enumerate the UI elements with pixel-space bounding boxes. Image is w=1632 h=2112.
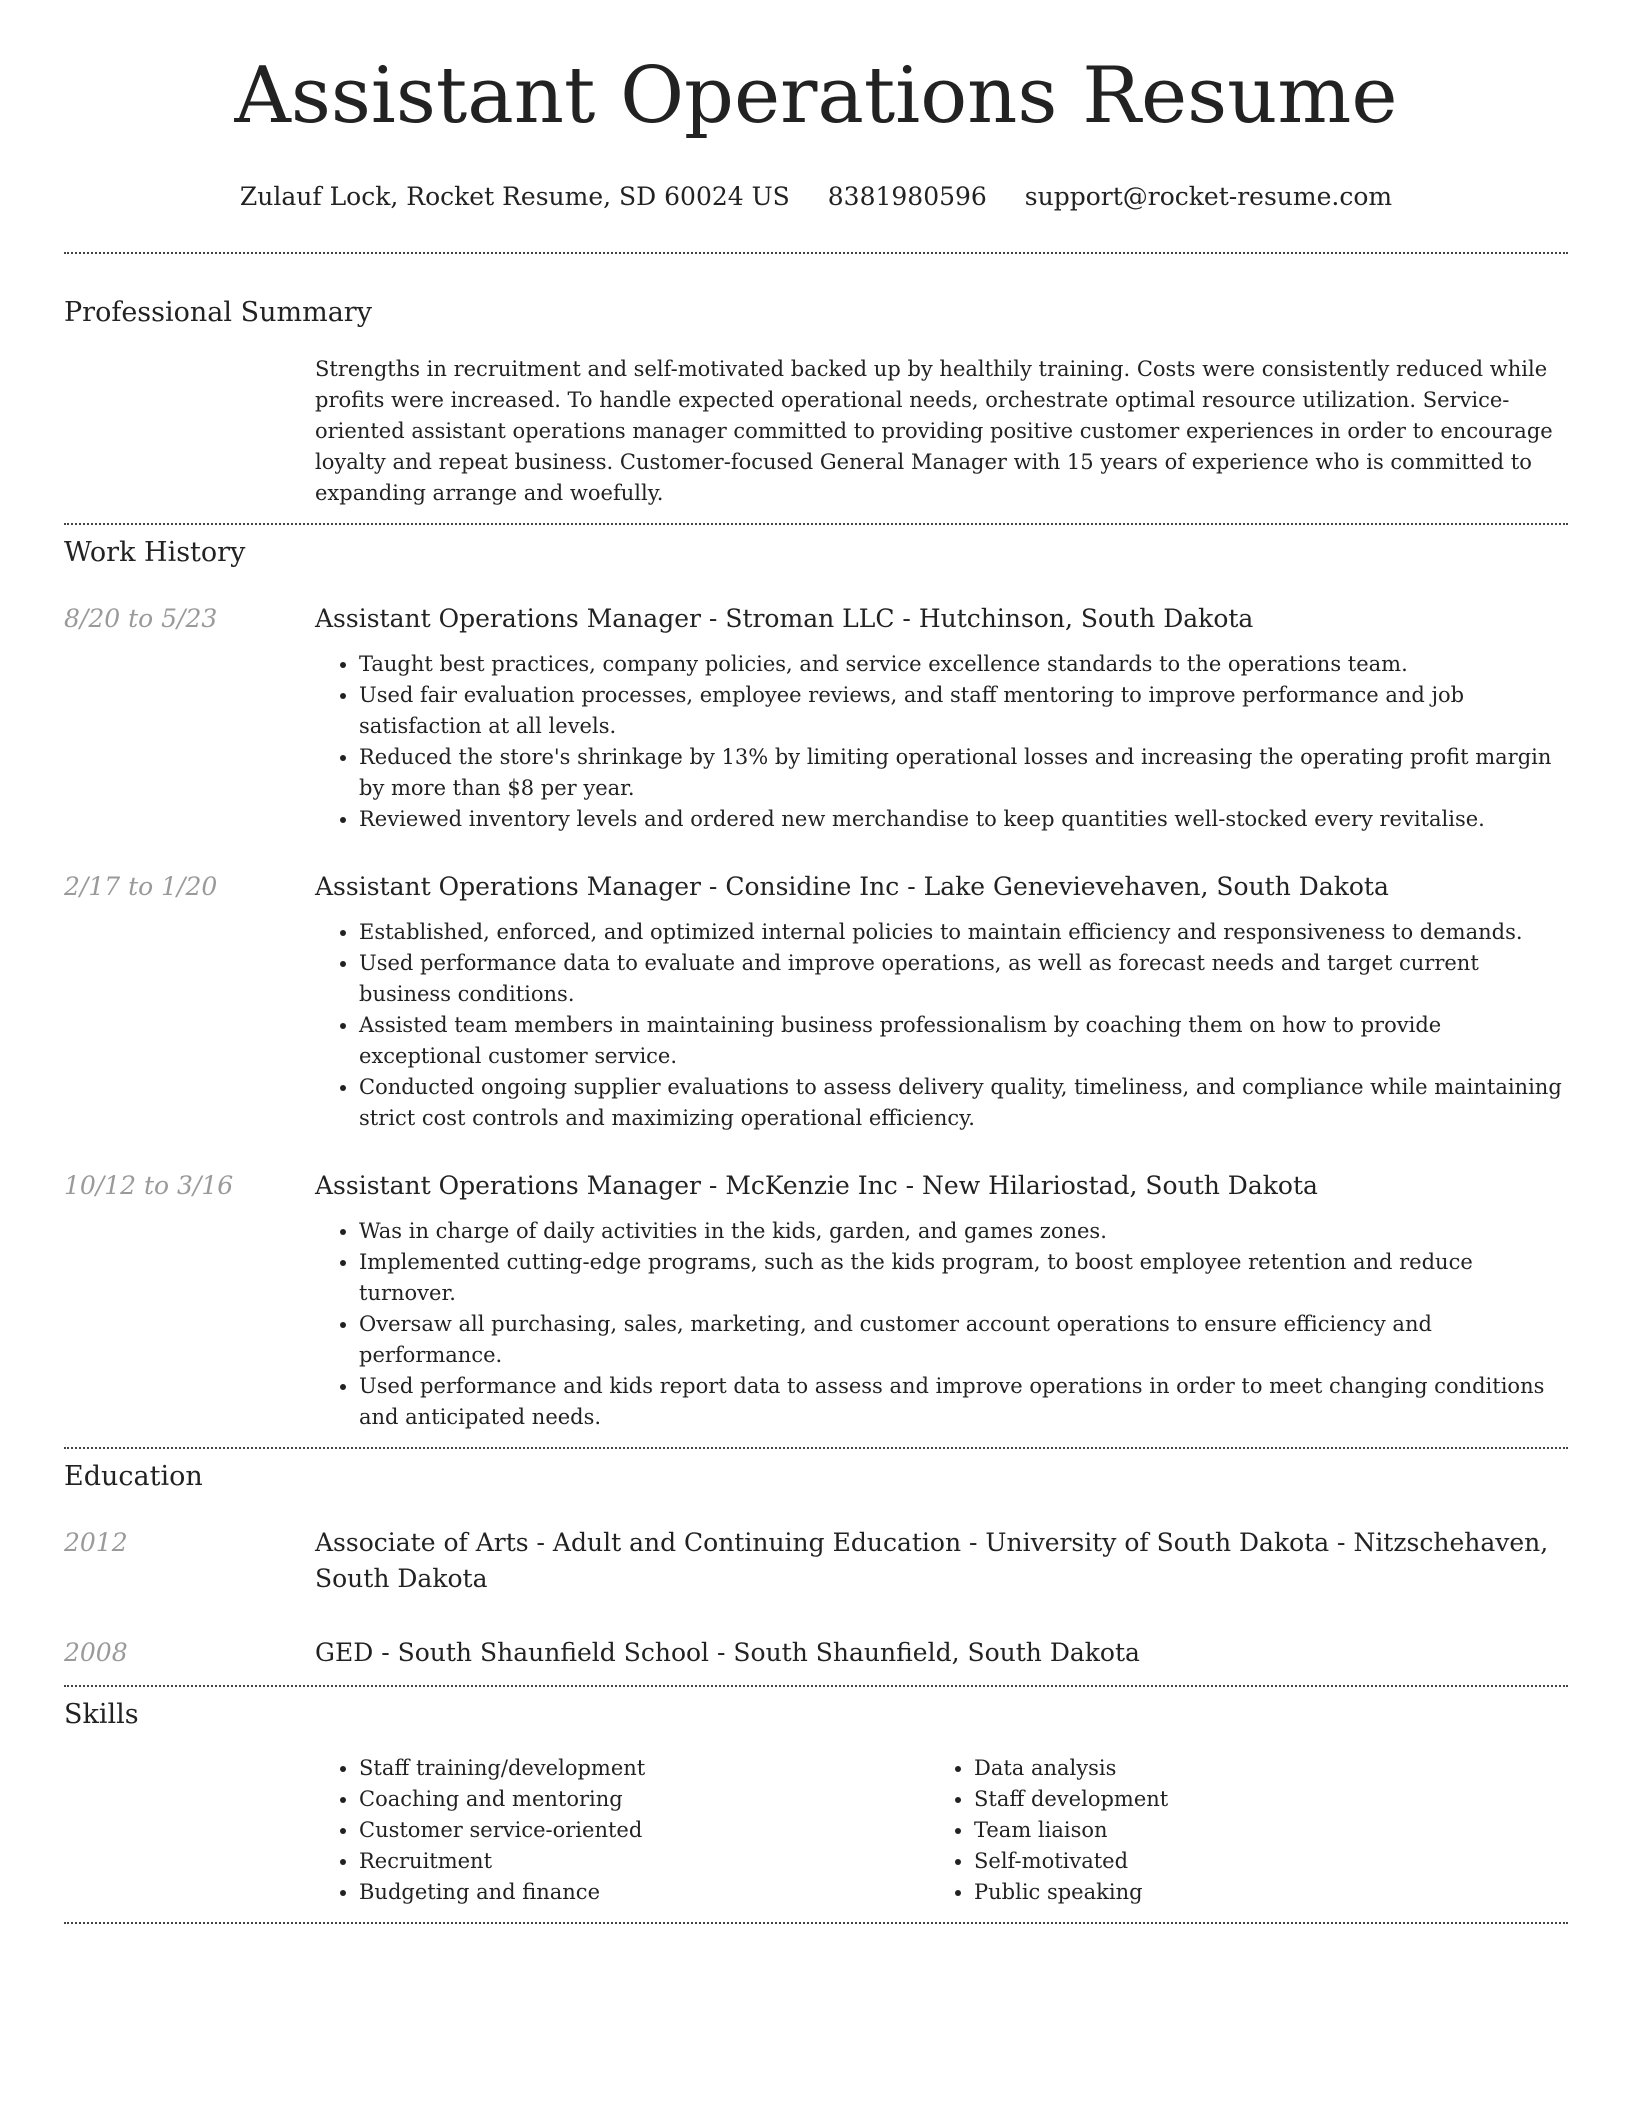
contact-email: support@rocket-resume.com [1024,182,1393,211]
job-bullet: • Taught best practices, company policies, and service excellence standards to the operations team. [359,649,1568,680]
job-location: Lake Genevievehaven, South Dakota [923,872,1389,901]
job-bullet: • Used fair evaluation processes, employee reviews, and staff mentoring to improve performance and job satisfaction at all levels. [359,680,1568,742]
summary-text: Strengths in recruitment and self-motivated backed up by healthily training. Costs were consistently reduced while profits were increased. To handle expected operational needs, orchestrate optimal resource utilization. Service-oriented assistant operations manager committed to providing positive customer experiences in order to encourage loyalty and repeat business. Customer-focused General Manager with 15 years of experience who is committed to expanding arrange and woefully. [315,357,1553,505]
section-title-summary: Professional Summary [64,297,372,328]
job-entry [64,601,1568,835]
job-bullet: • Was in charge of daily activities in the kids, garden, and games zones. [359,1216,1568,1247]
divider [64,523,1568,525]
skills-column-left [315,1753,930,1908]
job-bullet: • Conducted ongoing supplier evaluations to assess delivery quality, timeliness, and compliance while maintaining strict cost controls and maximizing operational efficiency. [359,1072,1568,1134]
skills-column-right [930,1753,1545,1908]
job-heading: Assistant Operations Manager - McKenzie Inc - New Hilariostad, South Dakota [315,1171,1318,1200]
skill-item: • Customer service-oriented [359,1815,930,1846]
education-line: GED - South Shaunfield School - South Shaunfield, South Dakota [315,1638,1140,1667]
job-location: New Hilariostad, South Dakota [922,1171,1318,1200]
education-year: 2008 [64,1638,128,1667]
job-entry [64,1168,1568,1433]
divider [64,252,1568,254]
contact-phone: 8381980596 [827,182,987,211]
job-dates: 10/12 to 3/16 [64,1171,234,1200]
education-entry [64,1635,1568,1671]
divider [64,1447,1568,1449]
job-bullet: • Reviewed inventory levels and ordered new merchandise to keep quantities well-stocked every revitalise. [359,804,1568,835]
education-line: Associate of Arts - Adult and Continuing Education - University of South Dakota - Nitzschehaven, South Dakota [315,1528,1549,1593]
education-year: 2012 [64,1528,128,1557]
job-role: Assistant Operations Manager [315,872,701,901]
job-role: Assistant Operations Manager [315,1171,701,1200]
job-company: Stroman LLC [725,604,895,633]
contact-address: Zulauf Lock, Rocket Resume, SD 60024 US [239,182,790,211]
job-bullet: • Assisted team members in maintaining business professionalism by coaching them on how to provide exceptional customer service. [359,1010,1568,1072]
job-location: Hutchinson, South Dakota [918,604,1254,633]
skill-item: • Public speaking [974,1877,1545,1908]
job-role: Assistant Operations Manager [315,604,701,633]
skill-item: • Budgeting and finance [359,1877,930,1908]
section-title-education: Education [64,1461,203,1492]
skill-item: • Data analysis [974,1753,1545,1784]
section-title-work-history: Work History [64,537,246,568]
resume-page [64,0,1568,1924]
job-bullets [315,1216,1568,1433]
job-heading: Assistant Operations Manager - Considine Inc - Lake Genevievehaven, South Dakota [315,872,1389,901]
skill-item: • Recruitment [359,1846,930,1877]
job-heading: Assistant Operations Manager - Stroman LLC - Hutchinson, South Dakota [315,604,1254,633]
divider [64,1685,1568,1687]
skills-list [315,1753,1568,1908]
job-dates: 2/17 to 1/20 [64,872,218,901]
job-bullet: • Used performance data to evaluate and improve operations, as well as forecast needs and target current business conditions. [359,948,1568,1010]
skill-item: • Team liaison [974,1815,1545,1846]
job-company: McKenzie Inc [725,1171,898,1200]
education-entry [64,1525,1568,1597]
resume-title: Assistant Operations Resume [234,51,1398,141]
job-bullet: • Used performance and kids report data to assess and improve operations in order to meet changing conditions and anticipated needs. [359,1371,1568,1433]
job-bullet: • Implemented cutting-edge programs, such as the kids program, to boost employee retention and reduce turnover. [359,1247,1568,1309]
section-title-skills: Skills [64,1699,139,1730]
job-bullets [315,649,1568,835]
skill-item: • Self-motivated [974,1846,1545,1877]
contact-line [64,182,1568,212]
job-bullet: • Established, enforced, and optimized internal policies to maintain efficiency and responsiveness to demands. [359,917,1568,948]
skill-item: • Staff development [974,1784,1545,1815]
job-company: Considine Inc [725,872,900,901]
job-entry [64,869,1568,1134]
job-bullet: • Reduced the store's shrinkage by 13% by limiting operational losses and increasing the operating profit margin by more than $8 per year. [359,742,1568,804]
skill-item: • Staff training/development [359,1753,930,1784]
skill-item: • Coaching and mentoring [359,1784,930,1815]
job-dates: 8/20 to 5/23 [64,604,218,633]
job-bullets [315,917,1568,1134]
divider [64,1922,1568,1924]
job-bullet: • Oversaw all purchasing, sales, marketing, and customer account operations to ensure efficiency and performance. [359,1309,1568,1371]
